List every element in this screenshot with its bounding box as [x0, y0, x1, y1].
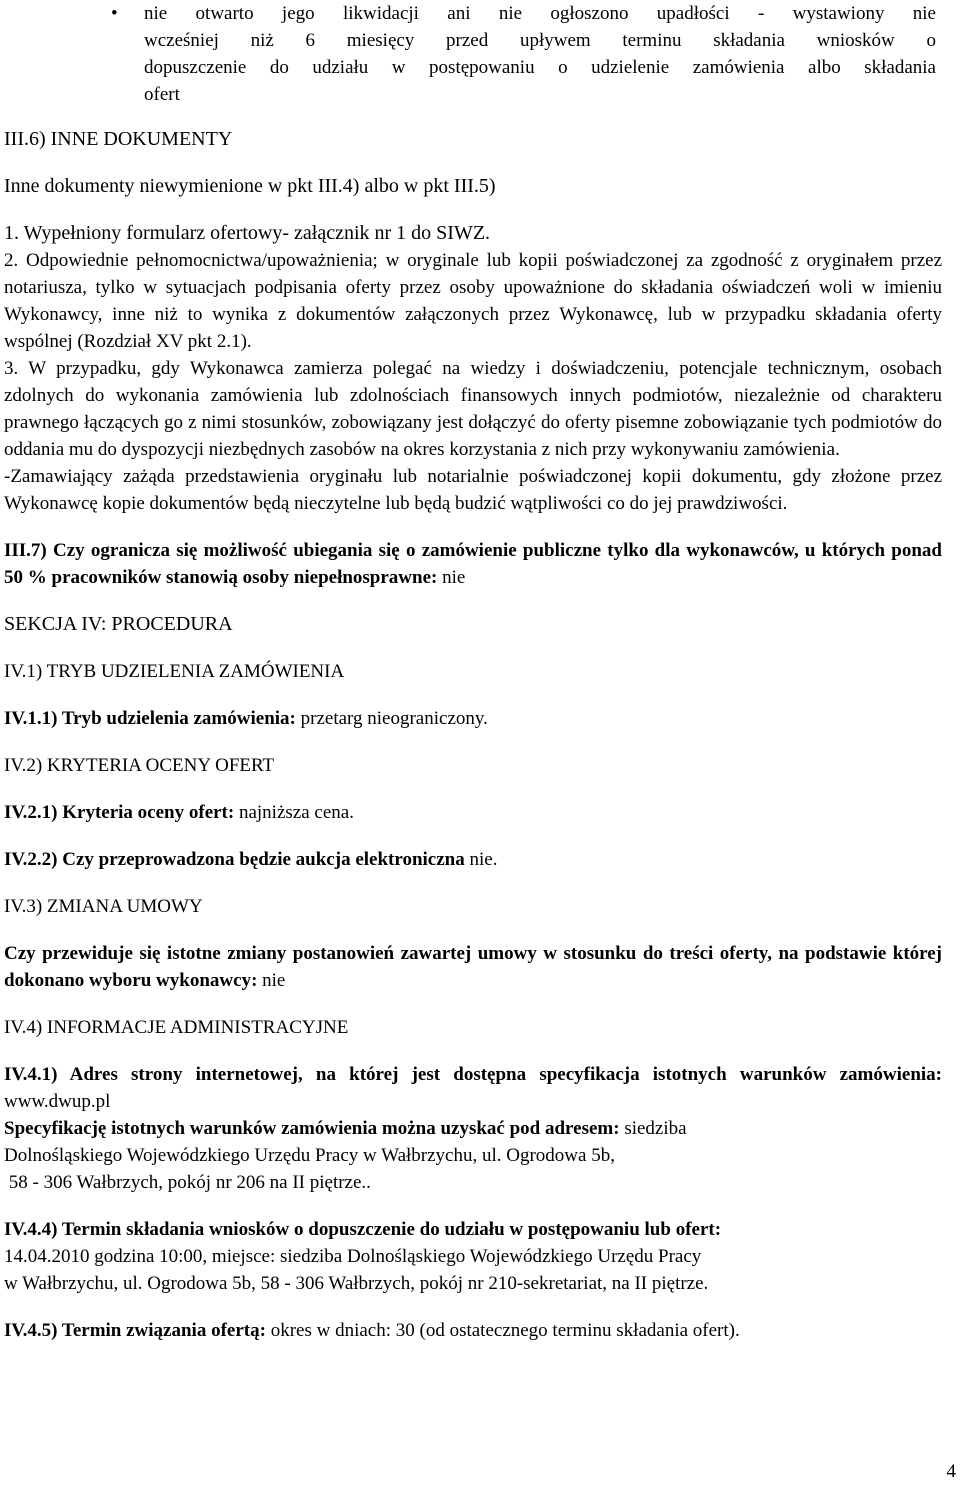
bullet-line: ofert	[144, 84, 180, 105]
iv2-sub2-label: IV.2.2) Czy przeprowadzona będzie aukcja elektroniczna	[4, 849, 465, 870]
iv4-sub4-label: IV.4.4) Termin składania wniosków o dopuszczenie do udziału w postępowaniu lub ofert:	[4, 1219, 722, 1240]
iv4-spec-line-3: 58 - 306 Wałbrzych, pokój nr 206 na II piętrze..	[4, 1172, 371, 1193]
iv3-question: Czy przewiduje się istotne zmiany postanowień zawartej umowy w stosunku do treści oferty, na podstawie której dokonano wyboru wykonawcy:	[4, 943, 942, 991]
iv2-sub1-label: IV.2.1) Kryteria oceny ofert:	[4, 802, 235, 823]
iv1-sub	[4, 705, 942, 732]
iv4-spec-value: siedziba	[619, 1118, 687, 1139]
bullet-line: nie otwarto jego likwidacji ani nie ogłoszono upadłości - wystawiony nie	[144, 3, 936, 24]
iv1-sub-label: IV.1.1) Tryb udzielenia zamówienia:	[4, 708, 296, 729]
iii6-item-1: 1. Wypełniony formularz ofertowy- załącznik nr 1 do SIWZ.	[4, 222, 491, 244]
iii6-intro: Inne dokumenty niewymienione w pkt III.4) albo w pkt III.5)	[4, 175, 496, 197]
iv2-sub1-value: najniższa cena.	[234, 802, 354, 823]
iv3-heading: IV.3) ZMIANA UMOWY	[4, 896, 203, 917]
iv4-sub1-label: IV.4.1) Adres strony internetowej, na której jest dostępna specyfikacja istotnych warunków zamówienia:	[4, 1064, 942, 1085]
iv4-sub5-value: okres w dniach: 30 (od ostatecznego terminu składania ofert).	[265, 1320, 740, 1341]
iii6-item-3: 3. W przypadku, gdy Wykonawca zamierza polegać na wiedzy i doświadczeniu, potencjale technicznym, osobach zdolnych do wykonania zamówienia lub zdolnościach finansowych innych podmiotów, niezależnie od charakteru prawnego łączących go z nimi stosunków, zobowiązany jest dołączyć do oferty pisemne zobowiązanie tych podmiotów do oddania mu do dyspozycji niezbędnych zasobów na okres korzystania z nich przy wykonywaniu zamówienia.	[4, 358, 942, 460]
bullet-line: wcześniej niż 6 miesięcy przed upływem terminu składania wniosków o	[144, 30, 936, 51]
iv1-heading: IV.1) TRYB UDZIELENIA ZAMÓWIENIA	[4, 661, 345, 682]
page-number: 4	[946, 1461, 956, 1482]
iv4-spec-line-2: Dolnośląskiego Wojewódzkiego Urzędu Pracy w Wałbrzychu, ul. Ogrodowa 5b,	[4, 1145, 615, 1166]
iv2-sub1	[4, 799, 942, 826]
iv4-sub1	[4, 1061, 942, 1115]
iv3-paragraph	[4, 940, 942, 994]
iii7-answer: nie	[437, 567, 466, 588]
iv4-spec-label: Specyfikację istotnych warunków zamówienia można uzyskać pod adresem:	[4, 1118, 620, 1139]
iii7-paragraph	[4, 537, 942, 591]
iv4-sub1-value: www.dwup.pl	[4, 1091, 111, 1112]
bullet-line: dopuszczenie do udziału w postępowaniu o udzielenie zamówienia albo składania	[144, 57, 936, 78]
iv1-sub-value: przetarg nieograniczony.	[295, 708, 488, 729]
iv4-sub5	[4, 1317, 942, 1344]
section-heading-iii6: III.6) INNE DOKUMENTY	[4, 128, 233, 150]
section-title: SEKCJA IV: PROCEDURA	[4, 613, 233, 635]
iv4-sub4-line-2: w Wałbrzychu, ul. Ogrodowa 5b, 58 - 306 Wałbrzych, pokój nr 210-sekretariat, na II piętrze.	[4, 1273, 709, 1294]
iii6-note: -Zamawiający zażąda przedstawienia oryginału lub notarialnie poświadczonej kopii dokumentu, gdy złożone przez Wykonawcę kopie dokumentów będą nieczytelne lub będą budzić wątpliwości co do jej prawdziwości.	[4, 466, 942, 514]
iv4-sub4-line-1: 14.04.2010 godzina 10:00, miejsce: siedziba Dolnośląskiego Wojewódzkiego Urzędu Pracy	[4, 1246, 702, 1267]
iv4-heading: IV.4) INFORMACJE ADMINISTRACYJNE	[4, 1017, 349, 1038]
iii6-item-2: 2. Odpowiednie pełnomocnictwa/upoważnienia; w oryginale lub kopii poświadczonej za zgodność z oryginałem przez notariusza, tylko w sytuacjach podpisania oferty przez osoby upoważnione do składania oświadczeń woli w imieniu Wykonawcy, inne niż to wynika z dokumentów załączonych przez Wykonawcę, lub w przypadku składania oferty wspólnej (Rozdział XV pkt 2.1).	[4, 250, 942, 352]
iv4-spec	[4, 1115, 942, 1142]
bullet-dot-icon: •	[111, 3, 118, 24]
iv2-heading: IV.2) KRYTERIA OCENY OFERT	[4, 755, 275, 776]
iii7-question: III.7) Czy ogranicza się możliwość ubiegania się o zamówienie publiczne tylko dla wykonawców, u których ponad 50 % pracowników stanowią osoby niepełnosprawne:	[4, 540, 942, 588]
iv2-sub2-value: nie.	[464, 849, 498, 870]
bullet-item	[4, 0, 942, 108]
iv2-sub2	[4, 846, 942, 873]
iv3-answer: nie	[257, 970, 286, 991]
iv4-sub5-label: IV.4.5) Termin związania ofertą:	[4, 1320, 266, 1341]
